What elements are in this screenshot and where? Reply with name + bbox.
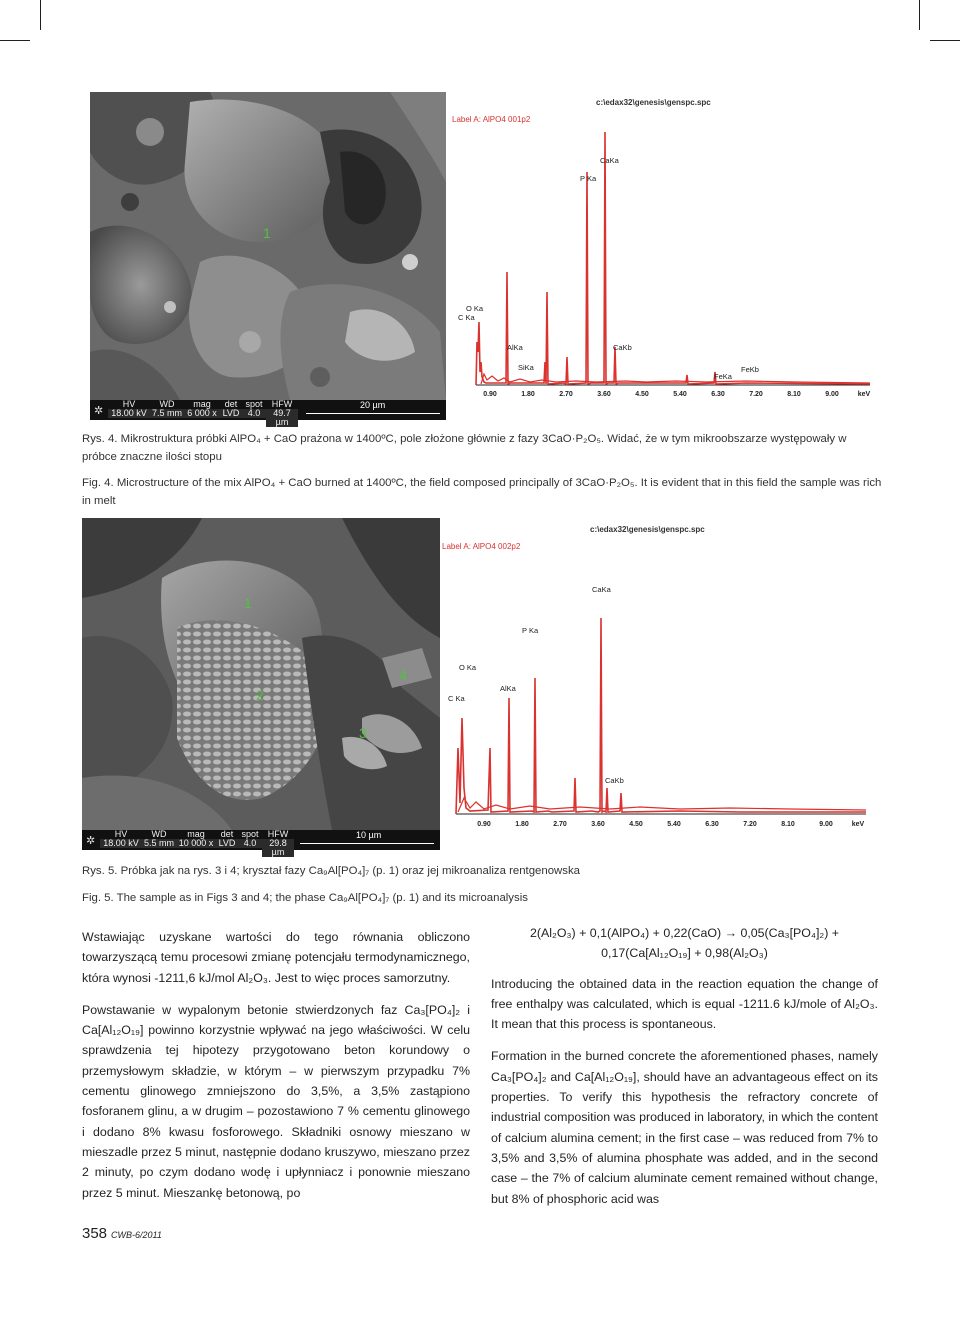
databar-cell: HFW 49.7 µm <box>266 400 298 427</box>
databar-cell: HV 18.00 kV <box>100 830 142 848</box>
eds-file-path: c:\edax32\genesis\genspc.spc <box>590 525 705 534</box>
peak-label-oka: O Ka <box>466 304 484 313</box>
journal-issue: CWB-6/2011 <box>111 1230 162 1240</box>
sem-micrograph-4 <box>90 92 446 427</box>
page-footer <box>82 1225 162 1242</box>
axis-tick-label: 8.10 <box>787 391 801 398</box>
databar-cell: spot 4.0 <box>238 830 262 848</box>
sem-point-label-3: 3 <box>359 725 367 741</box>
peak-label-alka: AlKa <box>500 684 516 693</box>
axis-tick-label: 4.50 <box>635 391 649 398</box>
scale-bar-4: 20 µm <box>304 400 444 420</box>
axis-unit-label: keV <box>851 821 865 828</box>
axis-tick-label: 6.30 <box>711 391 725 398</box>
figure-5-caption-pl: Rys. 5. Próbka jak na rys. 3 i 4; kryształ fazy Ca₉Al[PO₄]₇ (p. 1) oraz jej mikroanaliza rentgenowska <box>82 865 581 877</box>
column-left <box>82 927 470 1215</box>
paragraph: Formation in the burned concrete the aforementioned phases, namely Ca₃[PO₄]₂ and Ca[Al₁₂O₁₉], should have an advantageous effect on its properties. To verify this hypothesis the refractory concrete of industrial composition was produced in laboratory, in which the content of calcium alumina cement; in the first case – was reduced from 7% to 3,5% and 3,5% of alumina phosphate was added, and in the second case – the 7% of calcium aluminate cement remained without change, but 8% of phosphoric acid was <box>491 1049 878 1206</box>
eds-spectrum-5 <box>440 518 870 852</box>
peak-label-oka: O Ka <box>459 663 477 672</box>
peak-label-cakb: CaKb <box>613 343 632 352</box>
eds-spectrum-4 <box>446 92 880 422</box>
axis-tick-label: 1.80 <box>521 391 535 398</box>
crop-mark-tr-v <box>919 0 920 30</box>
figure-4-caption-pl: Rys. 4. Mikrostruktura próbki AlPO₄ + CaO prażona w 1400ºC, pole złożone głównie z fazy 3CaO·P₂O₅. Widać, że w tym mikroobszarze występowały w próbce znaczne ilości stopu <box>82 433 847 463</box>
axis-tick-label: 8.10 <box>781 821 795 828</box>
fei-logo-icon: ✲ <box>94 405 104 417</box>
databar-cell: HV 18.00 kV <box>108 400 150 418</box>
sem-databar-4 <box>90 399 446 427</box>
databar-cell: mag 10 000 x <box>176 830 216 848</box>
sem-point-label-2: 2 <box>256 687 264 703</box>
fei-logo-icon: ✲ <box>86 835 96 847</box>
axis-tick-label: 0.90 <box>483 391 497 398</box>
column-right <box>491 923 878 1221</box>
databar-cell: mag 6 000 x <box>184 400 220 418</box>
reaction-equation <box>491 923 878 964</box>
paragraph: Wstawiając uzyskane wartości do tego równania obliczono towarzyszącą temu procesowi zmianę potencjału termodynamicznego, która wynosi -1211,6 kJ/mol Al₂O₃. Jest to więc proces samorzutny. <box>82 930 470 985</box>
equation-line: 0,17(Ca[Al₁₂O₁₉] + 0,98(Al₂O₃) <box>601 946 768 961</box>
peak-label-pka: P Ka <box>580 174 597 183</box>
sem-databar-5 <box>82 829 440 857</box>
axis-tick-label: 3.60 <box>591 821 605 828</box>
axis-tick-label: 0.90 <box>477 821 491 828</box>
sem-texture-4 <box>90 92 446 400</box>
axis-unit-label: keV <box>857 391 871 398</box>
axis-tick-label: 6.30 <box>705 821 719 828</box>
eds-plot-4 <box>446 92 880 422</box>
crop-mark-tl-h <box>0 40 30 41</box>
axis-tick-label: 3.60 <box>597 391 611 398</box>
axis-tick-label: 4.50 <box>629 821 643 828</box>
figure-4 <box>90 92 880 427</box>
peak-label-pka: P Ka <box>522 626 539 635</box>
sem-micrograph-5 <box>82 518 440 857</box>
sem-point-label-4: 4 <box>399 667 407 683</box>
peak-label-cakb: CaKb <box>605 776 624 785</box>
databar-cell: WD 5.5 mm <box>143 829 174 848</box>
peak-label-alka: AlKa <box>507 343 523 352</box>
figure-5-caption-en: Fig. 5. The sample as in Figs 3 and 4; the phase Ca₉Al[PO₄]₇ (p. 1) and its microanalysis <box>82 892 528 904</box>
paragraph: Introducing the obtained data in the reaction equation the change of free enthalpy was calculated, which is equal -1211.6 kJ/mole of Al₂O₃. It mean that this process is spontaneous. <box>491 976 878 1032</box>
axis-tick-label: 7.20 <box>749 391 763 398</box>
sem-texture-5 <box>82 518 440 830</box>
peak-label-fekb: FeKb <box>741 365 759 374</box>
equation-line: 2(Al₂O₃) + 0,1(AlPO₄) + 0,22(CaO) → 0,05(Ca₃[PO₄]₂) + <box>529 926 840 940</box>
axis-tick-label: 5.40 <box>667 821 681 828</box>
peak-label-caka: CaKa <box>592 585 611 594</box>
paragraph: Powstawanie w wypalonym betonie stwierdzonych faz Ca₃[PO₄]₂ i Ca[Al₁₂O₁₉] powinno korzystnie wpływać na jego właściwości. W celu sprawdzenia tej hipotezy przygotowano beton korundowy o przemysłowym składzie, w którym – w pierwszym przypadku 7% cementu glinowego zmniejszono do 3,5%, a 3,5% zastąpiono fosforanem glinu, a w drugim – pozostawiono 7 % cementu glinowego i dodano 8% kwasu fosforowego. Składniki osnowy mieszano w mieszadle przez 5 minut, następnie dodano kruszywo, mieszano przez 2 minuty, po czym dodano wodę i upłynniacz i ponownie mieszano przez 5 minut. Mieszankę betonową, po <box>82 1002 470 1200</box>
databar-cell: HFW 29.8 µm <box>262 830 294 857</box>
peak-label-caka: CaKa <box>600 156 619 165</box>
figure-4-caption-en: Fig. 4. Microstructure of the mix AlPO₄ + CaO burned at 1400ºC, the field composed principally of 3CaO·P₂O₅. It is evident that in this field the sample was rich in melt <box>82 477 882 507</box>
eds-label: Label A: AlPO4 002p2 <box>442 542 521 551</box>
figure-5 <box>82 518 872 857</box>
axis-tick-label: 5.40 <box>673 391 687 398</box>
sem-point-label-1: 1 <box>263 225 271 241</box>
sem-point-label-1: 1 <box>244 595 252 611</box>
crop-mark-tl-v <box>40 0 41 30</box>
axis-tick-label: 2.70 <box>553 821 567 828</box>
peak-label-feka: FeKa <box>714 372 732 381</box>
page-number: 358 <box>82 1225 108 1242</box>
scale-bar-5: 10 µm <box>298 830 438 850</box>
peak-label-cka: C Ka <box>448 694 465 703</box>
axis-tick-label: 7.20 <box>743 821 757 828</box>
axis-tick-label: 1.80 <box>515 821 529 828</box>
peak-label-sika: SiKa <box>518 363 534 372</box>
databar-cell: det LVD <box>220 400 242 418</box>
axis-tick-label: 9.00 <box>825 391 839 398</box>
axis-tick-label: 9.00 <box>819 821 833 828</box>
eds-label: Label A: AlPO4 001p2 <box>452 115 531 124</box>
axis-tick-label: 2.70 <box>559 391 573 398</box>
peak-label-cka: C Ka <box>458 313 475 322</box>
databar-cell: WD 7.5 mm <box>151 399 182 418</box>
databar-cell: spot 4.0 <box>242 400 266 418</box>
eds-file-path: c:\edax32\genesis\genspc.spc <box>596 98 711 107</box>
databar-cell: det LVD <box>216 830 238 848</box>
crop-mark-tr-h <box>930 40 960 41</box>
